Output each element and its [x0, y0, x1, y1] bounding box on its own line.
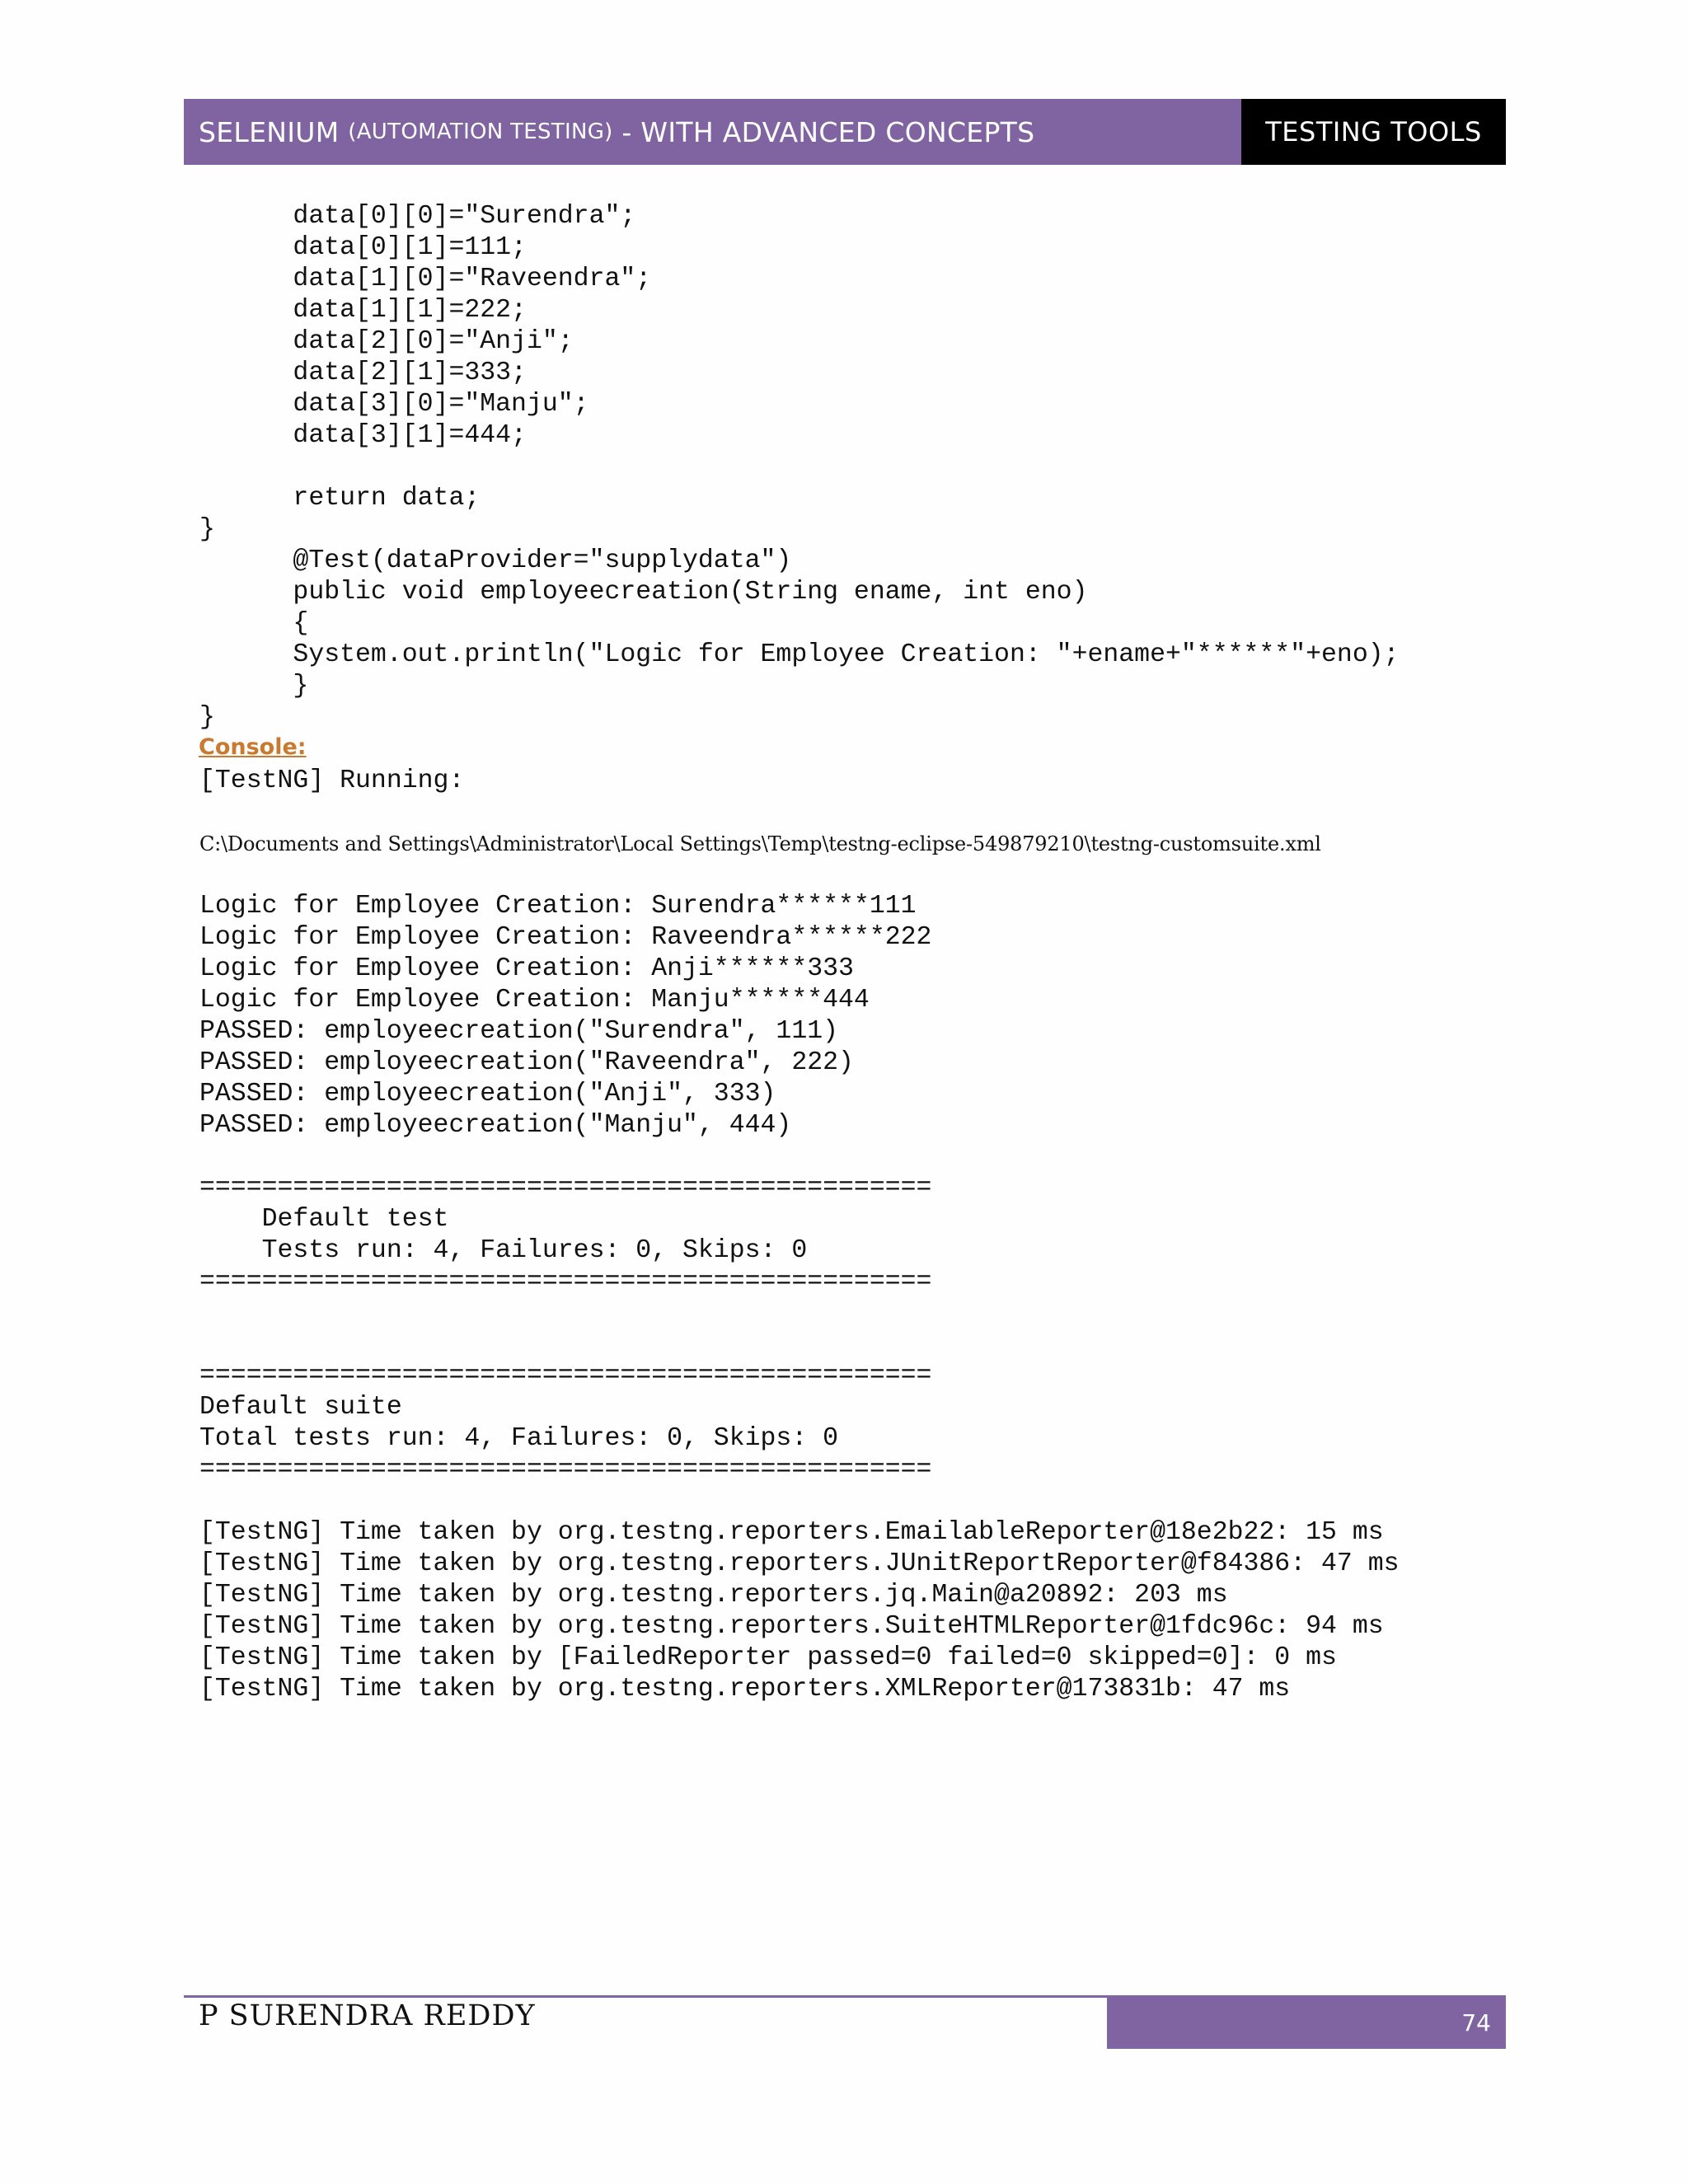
console-summary-line: Tests run: 4, Failures: 0, Skips: 0 [199, 1236, 808, 1265]
code-line: data[2][1]=333; [199, 359, 527, 387]
header-title-main: SELENIUM [199, 115, 340, 148]
console-summary-line: =============================================== [199, 1455, 932, 1484]
code-line: @Test(dataProvider="supplydata") [199, 546, 792, 575]
header-title [184, 99, 1241, 165]
code-line: data[0][1]=111; [199, 233, 527, 262]
console-timing-line: [TestNG] Time taken by org.testng.reporters.SuiteHTMLReporter@1fdc96c: 94 ms [199, 1612, 1384, 1641]
console-suite-summary [199, 1361, 1400, 1486]
console-timing-line: [TestNG] Time taken by [FailedReporter passed=0 failed=0 skipped=0]: 0 ms [199, 1643, 1337, 1672]
console-summary-line: =============================================== [199, 1268, 932, 1296]
code-line: } [199, 672, 309, 701]
header-title-rest: - WITH ADVANCED CONCEPTS [621, 115, 1035, 148]
code-line: data[2][0]="Anji"; [199, 327, 574, 356]
code-line: return data; [199, 484, 481, 513]
code-line: } [199, 515, 215, 544]
footer-page-box [1107, 1997, 1506, 2049]
code-line: System.out.println("Logic for Employee Creation: "+ename+"******"+eno); [199, 640, 1400, 669]
console-timing-line: [TestNG] Time taken by org.testng.reporters.XMLReporter@173831b: 47 ms [199, 1675, 1291, 1704]
blank-line [199, 1298, 1400, 1329]
code-line: } [199, 703, 215, 732]
blank-line [199, 1486, 1400, 1517]
console-result-line: PASSED: employeecreation("Surendra", 111) [199, 1017, 839, 1046]
page-number: 74 [1461, 2009, 1491, 2036]
header-title-sub: (AUTOMATION TESTING) [348, 120, 613, 144]
console-result-line: PASSED: employeecreation("Raveendra", 222) [199, 1048, 854, 1077]
console-result-line: Logic for Employee Creation: Anji******333 [199, 954, 854, 983]
page-header [184, 99, 1506, 165]
console-summary-line: Default test [199, 1205, 449, 1234]
blank-line [199, 797, 1400, 828]
console-result-line: Logic for Employee Creation: Manju******444 [199, 986, 870, 1015]
code-line: data[3][0]="Manju"; [199, 390, 589, 419]
blank-line [199, 1141, 1400, 1173]
console-test-summary [199, 1173, 1400, 1298]
blank-line [199, 1329, 1400, 1361]
code-line: public void employeecreation(String ename, int eno) [199, 578, 1088, 607]
console-summary-line: =============================================== [199, 1174, 932, 1202]
code-listing [199, 201, 1400, 733]
code-line: data[1][0]="Raveendra"; [199, 265, 652, 293]
code-line: { [199, 609, 309, 638]
console-timings [199, 1517, 1400, 1705]
footer-author: P SURENDRA REDDY [199, 1999, 536, 2032]
console-output [199, 766, 1400, 1705]
console-summary-line: Total tests run: 4, Failures: 0, Skips: 0 [199, 1424, 839, 1453]
console-summary-line: =============================================== [199, 1361, 932, 1390]
console-result-line: Logic for Employee Creation: Raveendra******222 [199, 923, 932, 952]
console-result-line: PASSED: employeecreation("Anji", 333) [199, 1080, 776, 1108]
console-heading: Console: [199, 734, 307, 760]
code-line: data[0][0]="Surendra"; [199, 202, 636, 231]
console-timing-line: [TestNG] Time taken by org.testng.reporters.EmailableReporter@18e2b22: 15 ms [199, 1518, 1384, 1547]
code-line: data[1][1]=222; [199, 296, 527, 325]
console-results [199, 891, 1400, 1141]
code-line: data[3][1]=444; [199, 421, 527, 450]
console-timing-line: [TestNG] Time taken by org.testng.reporters.jq.Main@a20892: 203 ms [199, 1581, 1228, 1610]
code-line [199, 452, 1400, 483]
console-result-line: PASSED: employeecreation("Manju", 444) [199, 1111, 792, 1140]
console-suite-path: C:\Documents and Settings\Administrator\Local Settings\Temp\testng-eclipse-549879210\testng-customsuite.xml [199, 832, 1321, 855]
blank-line [199, 860, 1400, 891]
console-summary-line: Default suite [199, 1393, 402, 1422]
header-tag: TESTING TOOLS [1241, 99, 1506, 165]
console-timing-line: [TestNG] Time taken by org.testng.reporters.JUnitReportReporter@f84386: 47 ms [199, 1549, 1400, 1578]
console-result-line: Logic for Employee Creation: Surendra******111 [199, 892, 917, 921]
console-running-line: [TestNG] Running: [199, 766, 465, 795]
